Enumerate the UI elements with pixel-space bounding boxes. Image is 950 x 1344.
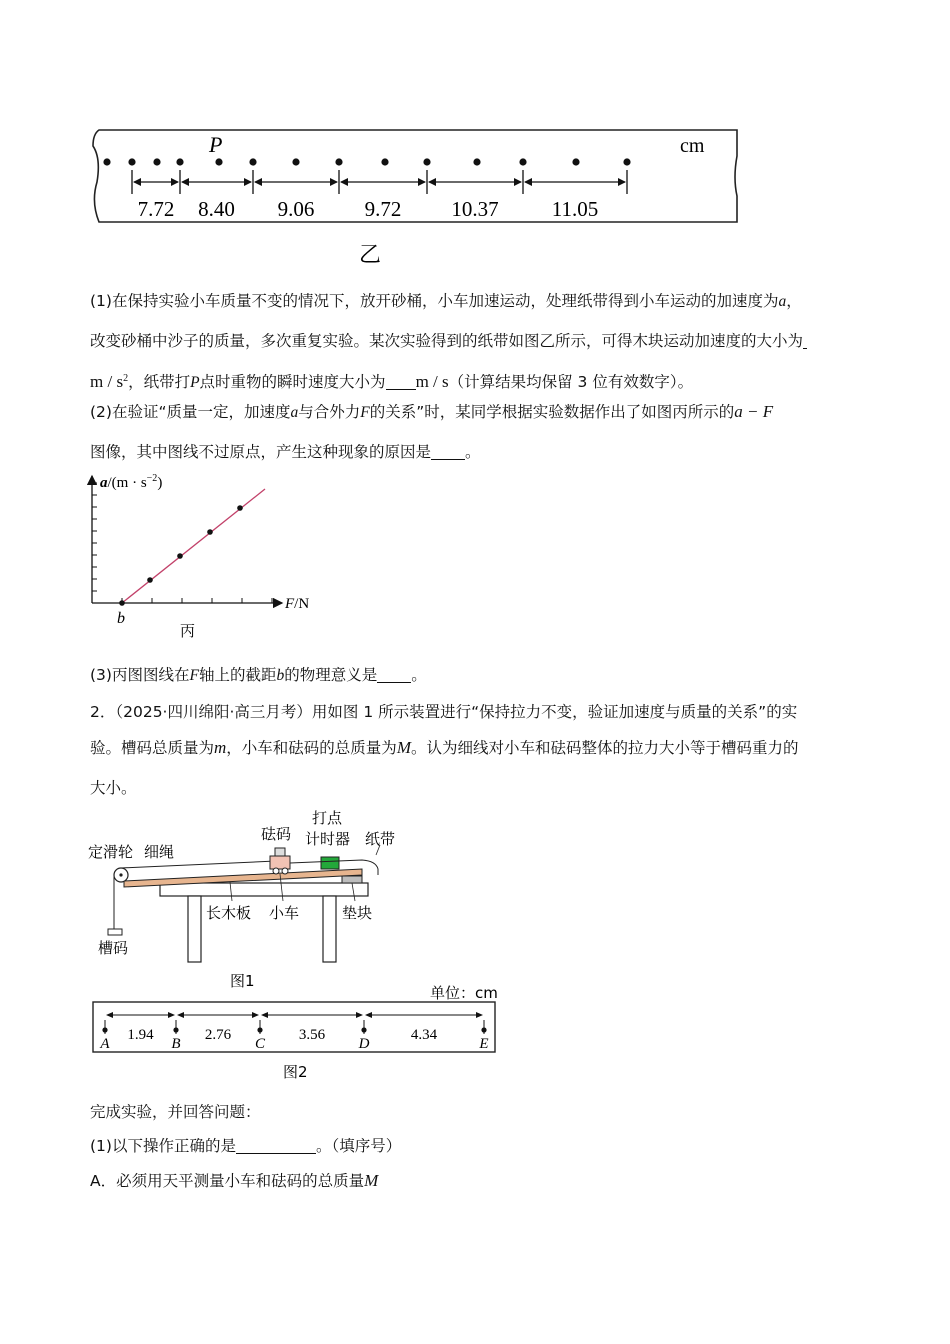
label-timer-2: 计时器	[305, 830, 351, 848]
tape2-point-label: B	[171, 1036, 181, 1052]
tape-dot	[103, 158, 110, 165]
tape-arrow-head	[524, 178, 532, 186]
answer-blank[interactable]	[377, 666, 411, 683]
after-q1: (1)以下操作正确的是 。（填序号）	[90, 1137, 402, 1155]
answer-blank[interactable]	[803, 332, 807, 349]
tape-arrow-head	[133, 178, 141, 186]
q1-line3: m / $s^2$，纸带打P点时重物的瞬时速度大小为 m / s（计算结果均保留 3 位有效数字）。	[90, 372, 694, 392]
y-axis-ticks	[92, 483, 97, 591]
pulley-axle	[119, 873, 122, 876]
label-board: 长木板	[206, 904, 252, 922]
tape2-arrow-head	[261, 1012, 268, 1018]
tape-dot	[249, 158, 256, 165]
tape2-arrow-head	[106, 1012, 113, 1018]
tape-unit: cm	[680, 135, 705, 157]
label-tape: 纸带	[365, 830, 396, 848]
tape2-segment-label: 3.56	[298, 1027, 326, 1043]
tape-dot	[128, 158, 135, 165]
tape-segment-label: 11.05	[551, 197, 599, 221]
hook-weight	[108, 929, 122, 935]
tape-dot	[572, 158, 579, 165]
tape-dot	[215, 158, 222, 165]
label-hook: 槽码	[98, 939, 129, 957]
tape2-point	[481, 1027, 486, 1032]
tape-dot	[153, 158, 160, 165]
cart	[270, 856, 290, 869]
tape2-figure	[85, 982, 505, 1082]
tape-arrow-head	[254, 178, 262, 186]
tape-segment-label: 9.06	[277, 197, 315, 221]
graph-figure	[80, 470, 340, 645]
data-point	[119, 600, 125, 606]
tape-dot	[176, 158, 183, 165]
fig2-caption: 图2	[283, 1063, 308, 1081]
fit-line	[122, 489, 265, 603]
tape-segment-label: 9.72	[364, 197, 402, 221]
tape2-point-label: A	[100, 1036, 110, 1052]
fig1-caption: 图1	[230, 972, 255, 990]
tape-dot	[473, 158, 480, 165]
tape2-point-label: E	[479, 1036, 489, 1052]
tape-point-label: P	[209, 132, 223, 157]
q2-line2: 图像，其中图线不过原点，产生这种现象的原因是 。	[90, 443, 481, 461]
tape-figure	[85, 118, 750, 268]
q3-line: (3)丙图图线在F轴上的截距b的物理意义是 。	[90, 666, 427, 684]
graph-caption: 丙	[180, 622, 196, 640]
data-point	[147, 577, 153, 583]
tape-dot	[335, 158, 342, 165]
tape-segment-label: 8.40	[198, 197, 235, 221]
tape-dot	[292, 158, 299, 165]
tape-outline	[93, 130, 737, 222]
tape-segment-label: 7.72	[137, 197, 175, 221]
tape-caption: 乙	[359, 243, 382, 268]
p2-line1: 2．（2025·四川绵阳·高三月考）用如图 1 所示装置进行“保持拉力不变，验证加速度与质量的关系”的实	[90, 703, 798, 721]
timer	[321, 857, 339, 869]
tape2-arrow-head	[252, 1012, 259, 1018]
tape-dot	[623, 158, 630, 165]
tape2-arrow-head	[365, 1012, 372, 1018]
tape-segment-label: 10.37	[451, 197, 499, 221]
tape-arrow-head	[514, 178, 522, 186]
y-axis-label: $a/(m \cdot s^{-2})$	[100, 473, 163, 491]
option-a[interactable]: A．必须用天平测量小车和砝码的总质量M	[90, 1171, 379, 1190]
tape2-point	[361, 1027, 366, 1032]
data-point	[237, 505, 243, 511]
answer-blank[interactable]	[431, 443, 465, 460]
answer-blank[interactable]	[386, 373, 416, 390]
table-leg-left	[188, 896, 201, 962]
intercept-label: b	[117, 610, 125, 627]
tape2-segment-label: 4.34	[410, 1027, 438, 1043]
tape2-point	[257, 1027, 262, 1032]
p2-line2: 验。槽码总质量为m，小车和砝码的总质量为M。认为细线对小车和砝码整体的拉力大小等于槽码重力的	[90, 738, 799, 757]
tape-arrow-head	[418, 178, 426, 186]
tape-dot	[423, 158, 430, 165]
data-point	[177, 553, 183, 559]
cart-weight	[275, 848, 285, 856]
tape2-segment-label: 1.94	[127, 1027, 154, 1043]
q1-line2: 改变砂桶中沙子的质量，多次重复实验。某次实验得到的纸带如图乙所示，可得木块运动加速度的大小为	[90, 330, 807, 352]
tape-dot	[519, 158, 526, 165]
tape2-arrow-head	[356, 1012, 363, 1018]
tape2-unit: 单位：cm	[430, 984, 498, 1002]
cart-wheel	[282, 868, 288, 874]
tape-segment-labels	[138, 197, 599, 221]
q1-line1: (1)在保持实验小车质量不变的情况下，放开砂桶，小车加速运动，处理纸带得到小车运动的加速度为a，	[90, 292, 802, 310]
tape2-segment-label: 2.76	[204, 1027, 232, 1043]
tape-arrow-head	[340, 178, 348, 186]
label-rope: 细绳	[144, 843, 175, 861]
table-top	[160, 883, 368, 896]
label-pulley: 定滑轮	[88, 843, 134, 861]
tape-arrows	[132, 170, 627, 194]
tape2-arrow-head	[168, 1012, 175, 1018]
tape-arrow-head	[244, 178, 252, 186]
tape2-point	[102, 1027, 107, 1032]
block	[342, 876, 362, 883]
label-timer-1: 打点	[312, 809, 343, 827]
table-leg-right	[323, 896, 336, 962]
rope	[121, 861, 276, 868]
x-axis-label: F/N	[285, 596, 310, 612]
tape2-point-label: D	[358, 1036, 370, 1052]
tape-arrow-head	[428, 178, 436, 186]
answer-blank[interactable]	[236, 1137, 316, 1154]
tape-dot	[381, 158, 388, 165]
label-weights: 砝码	[261, 825, 292, 843]
data-point	[207, 529, 213, 535]
tape-arrow-head	[181, 178, 189, 186]
tape-dots	[103, 158, 630, 165]
cart-wheel	[273, 868, 279, 874]
x-axis-ticks	[122, 598, 272, 603]
apparatus-figure	[80, 805, 420, 995]
label-cart: 小车	[269, 904, 300, 922]
tape-arrow-head	[330, 178, 338, 186]
tape-arrow-head	[171, 178, 179, 186]
label-block: 垫块	[342, 904, 373, 922]
tape2-arrow-head	[177, 1012, 184, 1018]
p2-line3: 大小。	[90, 779, 137, 797]
tape2-point	[173, 1027, 178, 1032]
tape2-arrow-head	[476, 1012, 483, 1018]
instruction: 完成实验，并回答问题：	[90, 1103, 261, 1121]
tape-arrow-head	[618, 178, 626, 186]
q2-line1: (2)在验证“质量一定，加速度a与合外力F的关系”时，某同学根据实验数据作出了如图丙所示的a − F	[90, 402, 774, 421]
tape2-point-label: C	[254, 1036, 266, 1052]
